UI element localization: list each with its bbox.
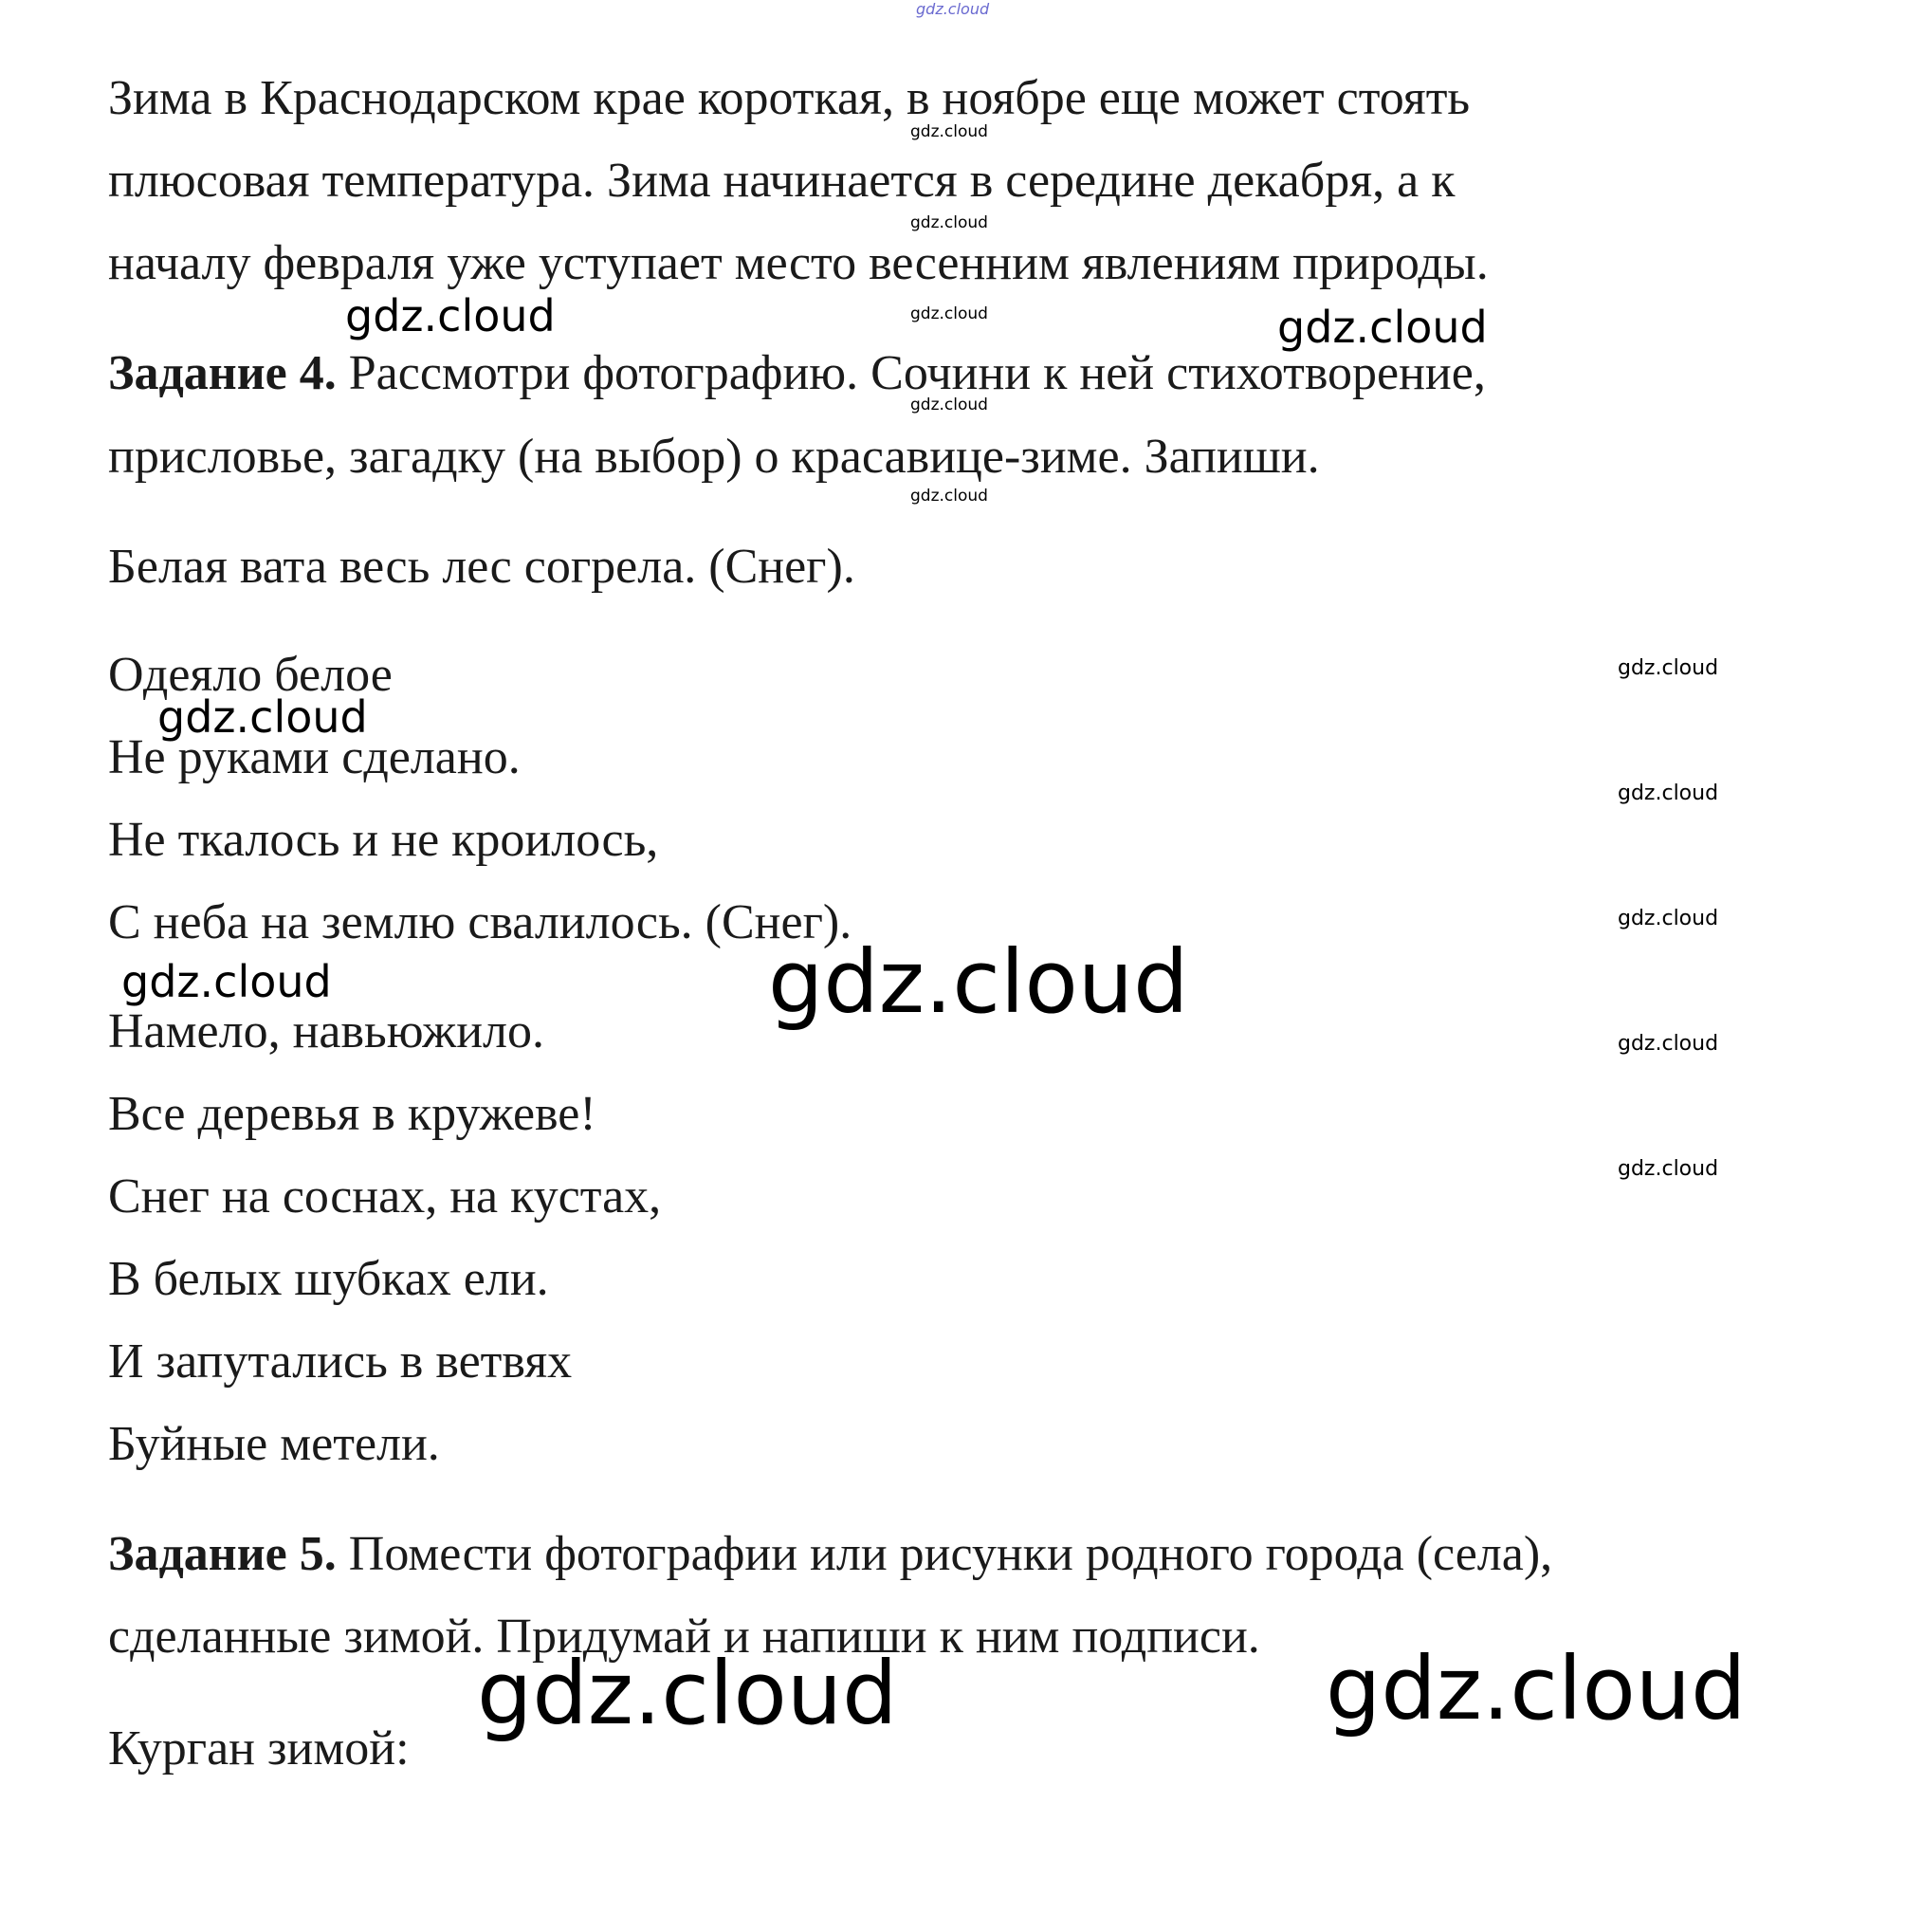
poem-line-3: Снег на соснах, на кустах, [108,1169,662,1224]
watermark-tiny-2: gdz.cloud [910,213,988,232]
task5-line-2: сделанные зимой. Придумай и напиши к ним подписи. [108,1610,1260,1664]
poem-line-4: В белых шубках ели. [108,1252,549,1306]
watermark-medium-3: gdz.cloud [157,691,368,743]
task4-line-1 [108,345,1486,402]
intro-line-2: плюсовая температура. Зима начинается в середине декабря, а к [108,154,1456,208]
task5-line-1 [108,1526,1552,1583]
watermark-small-3: gdz.cloud [1618,907,1719,930]
watermark-small-4: gdz.cloud [1618,1032,1719,1056]
riddle1-line: Белая вата весь лес согрела. (Снег). [108,540,855,594]
watermark-small-2: gdz.cloud [1618,782,1719,805]
poem-line-5: И запутались в ветвях [108,1334,573,1389]
watermark-tiny-1: gdz.cloud [910,122,988,141]
watermark-small-5: gdz.cloud [1618,1157,1719,1181]
watermark-medium-4: gdz.cloud [121,956,332,1007]
watermark-small-1: gdz.cloud [1618,656,1719,680]
riddle2-line-4: С неба на землю свалилось. (Снег). [108,895,852,949]
watermark-medium-1: gdz.cloud [345,290,556,341]
watermark-top: gdz.cloud [916,0,990,18]
watermark-tiny-4: gdz.cloud [910,396,988,414]
task4-label: Задание 4. [108,346,337,400]
intro-line-3: началу февраля уже уступает место весенним явлениям природы. [108,236,1489,290]
watermark-tiny-5: gdz.cloud [910,487,988,506]
poem-line-1: Намело, навьюжило. [108,1004,545,1058]
watermark-large-1: gdz.cloud [768,931,1189,1033]
watermark-medium-2: gdz.cloud [1277,302,1488,353]
poem-line-2: Все деревья в кружеве! [108,1087,596,1141]
task4-text-1: Рассмотри фотографию. Сочини к ней стихотворение, [348,346,1486,400]
caption-line: Курган зимой: [108,1721,410,1776]
intro-line-1: Зима в Краснодарском крае короткая, в ноябре еще может стоять [108,71,1471,125]
riddle2-line-3: Не ткалось и не кроилось, [108,813,659,867]
task4-line-2: присловье, загадку (на выбор) о красавице-зиме. Запиши. [108,430,1320,484]
riddle2-line-1: Одеяло белое [108,648,393,702]
watermark-large-2: gdz.cloud [477,1643,898,1744]
poem-line-6: Буйные метели. [108,1417,440,1471]
watermark-large-3: gdz.cloud [1326,1638,1747,1739]
riddle2-line-2: Не руками сделано. [108,730,521,784]
task5-text-1: Помести фотографии или рисунки родного города (села), [348,1527,1553,1581]
watermark-tiny-3: gdz.cloud [910,304,988,323]
task5-label: Задание 5. [108,1527,337,1581]
